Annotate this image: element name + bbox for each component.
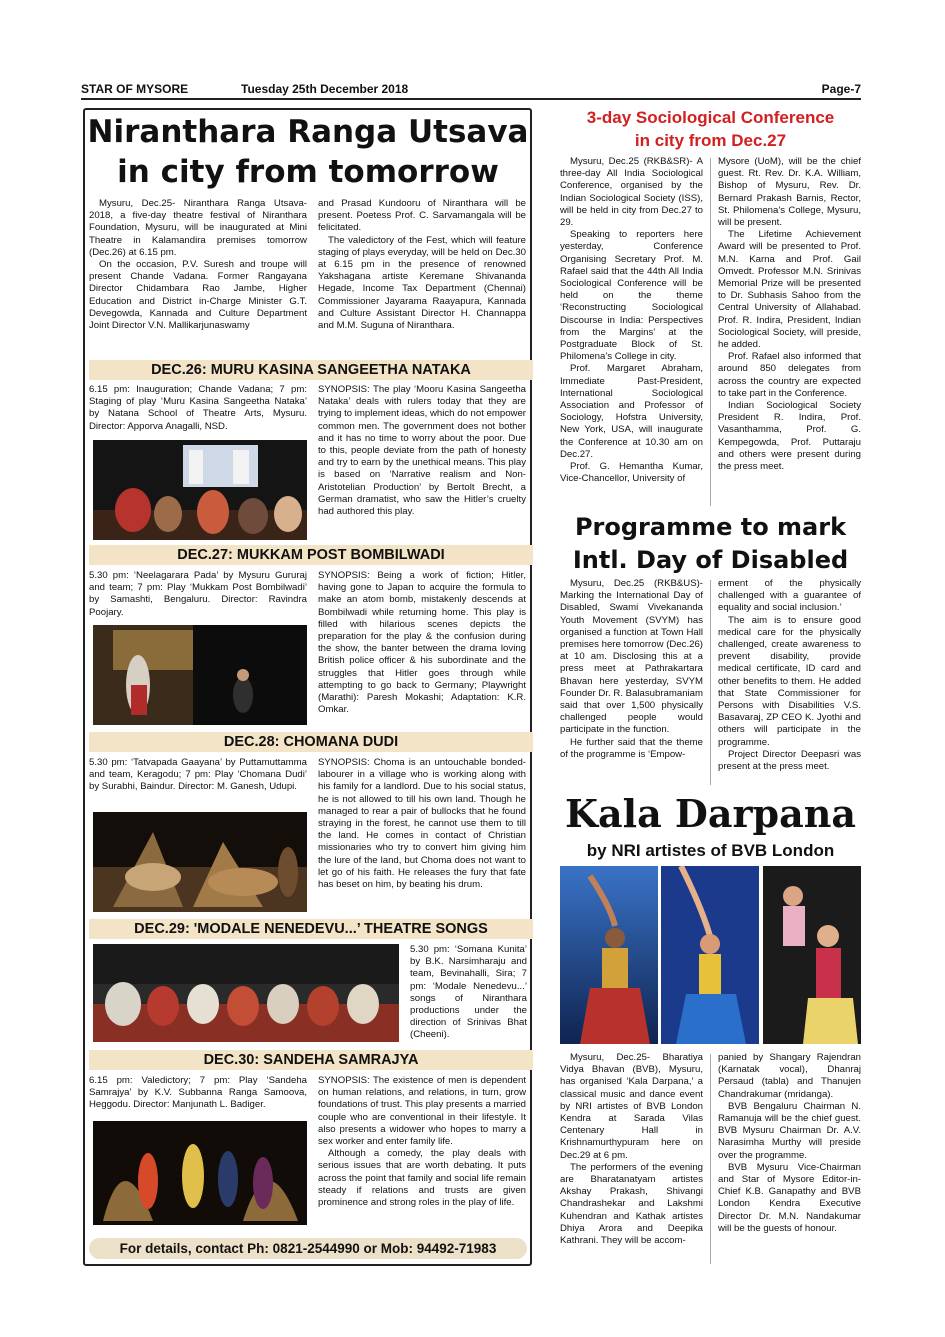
contact-footer: For details, contact Ph: 0821-2544990 or Mob: 94492-71983 xyxy=(89,1238,527,1259)
disabled-col2 xyxy=(718,578,861,773)
day-synopsis: SYNOPSIS: Choma is an untouchable bonded-labourer in a village who is working along with his family for a landlord. Due to his social status, he is not allowed to till his own land. Though he managed to rear a pair of bullocks that he found straying in the forest, he cannot use them to till the land. He comes in contact of Christian missionaries who try to convert him giving him the lure of the land, but Choma does not want to let go of his faith. He releases the fury that fate has beset on him, by beating his drum. xyxy=(318,757,526,891)
paragraph: Mysuru, Dec.25- Niranthara Ranga Utsava-2018, a five-day theatre festival of Niranthara Foundation, Mysuru, will be inaugurated at Mini Theatre in Kalamandira premises tomorrow (Dec.26) at 6.15 pm. xyxy=(89,198,307,258)
day-heading: DEC.29: 'MODALE NENEDEVU...’ THEATRE SONGS xyxy=(89,919,533,939)
disabled-title-line1: Programme to mark xyxy=(574,513,847,541)
conference-title-line2: in city from Dec.27 xyxy=(634,131,787,150)
issue-date: Tuesday 25th December 2018 xyxy=(241,82,409,96)
paragraph: panied by Shangary Rajendran (Karnatak vocal), Dhanraj Persaud (tabla) and Thanujen Chandrakumar (mridanga). xyxy=(718,1052,861,1100)
dancer-photo-image xyxy=(661,866,759,1044)
day-schedule: 5.30 pm: ‘Neelagarara Pada’ by Mysuru Gururaj and team; 7 pm: Play ‘Mukkam Post Bombilwadi’ by Samashti, Bengaluru. Director: Ravindra Poojary. xyxy=(89,570,307,618)
page-header xyxy=(81,80,861,100)
kala-col2 xyxy=(718,1052,861,1235)
play-photo-image xyxy=(93,1121,307,1225)
paragraph: On the occasion, P.V. Suresh and troupe will present Chande Vadana. Former Rangayana Director Chidambara Rao Jambe, Higher Education and District in-Charge Minister G.T. Devegowda, Kannada and Culture Department Joint Director V.N. Mallikarjunaswamy xyxy=(89,259,307,332)
day-heading: DEC.27: MUKKAM POST BOMBILWADI xyxy=(89,545,533,565)
paragraph: The Lifetime Achievement Award will be presented to Prof. M.N. Karna and Prof. Gail Omvedt. Professor M.N. Srinivas Memorial Prize will be presented to Dr. Subhasis Sahoo from the Central University of Allahabad. Prof. R. Indira, President, Indian Sociological Society, will preside, he added. xyxy=(718,229,861,351)
festival-intro-col2 xyxy=(318,198,526,332)
column-divider xyxy=(710,158,711,506)
paragraph: Project Director Deepasri was present at the press meet. xyxy=(718,748,861,773)
column-divider xyxy=(710,580,711,785)
festival-intro-col1 xyxy=(89,198,307,332)
column-divider xyxy=(710,1054,711,1264)
paragraph: Prof. Rafael also informed that around 850 delegates from across the country are expected to take part in the Conference. xyxy=(718,351,861,399)
day-synopsis: SYNOPSIS: The play ‘Mooru Kasina Sangeetha Nataka’ deals with rulers today that they are trying to implement ideas, which do not empower common men. The government does not bother and it has no time to worry about the poor. Due to this, people deviate from the path of honesty and try to earn by the unethical means. This play is based on ‘Narrative realism and Non-Aristotelian Production’ by Bertolt Brecht, a German dramatist, who saw the Hitler’s cruelty had authored this play. xyxy=(318,384,526,518)
dancer-photo-image xyxy=(560,866,658,1044)
paragraph: Indian Sociological Society President R. Indira, Prof. Vasanthamma, Prof. G. Kempegowda, Prof. Puttaraju and others were present during the press meet. xyxy=(718,400,861,473)
play-photo-image xyxy=(93,625,307,725)
paragraph: and Prasad Kundooru of Niranthara will be present. Poetess Prof. C. Sarvamangala will be felicitated. xyxy=(318,198,526,234)
paragraph: BVB Bengaluru Chairman N. Ramanuja will be the chief guest. BVB Mysuru Chairman Dr. A.V. Narasimha Murthy will preside over the programme. xyxy=(718,1100,861,1161)
paragraph: Speaking to reporters here yesterday, Conference Organising Secretary Prof. M. Rafael said that the 44th All India Sociological Conference will be held on the theme ‘Reconstructing Sociological Discourse in India: Perspectives from the Margins’ at the Postgraduate Block of St. Philomena’s College in city. xyxy=(560,229,703,363)
paragraph: The valedictory of the Fest, which will feature staging of plays everyday, will be held on Dec.30 at 6.15 pm in the presence of renowned Yakshagana artiste Keremane Shivananda Hegade, Income Tax Department (Chennai) Commissioner Jayarama Raayapura, Kannada and Culture Assistant Director H. Channappa and M.M. Suguna of Niranthara. xyxy=(318,234,526,332)
paragraph: Although a comedy, the play deals with serious issues that are worth debating. It puts across the point that family and social life remain steady if relations and trusts are given prominence and strong roles in the play of life. xyxy=(318,1148,526,1209)
paragraph: He further said that the theme of the programme is ‘Empow- xyxy=(560,736,703,760)
play-photo-image xyxy=(93,440,307,540)
play-photo-image xyxy=(93,812,307,912)
dancer-photo-image xyxy=(763,866,861,1044)
kala-subtitle: by NRI artistes of BVB London xyxy=(586,841,835,860)
day-schedule: 6.15 pm: Inauguration; Chande Vadana; 7 pm: Staging of play ‘Muru Kasina Sangeetha Nataka’ by Natana School of Theatre Arts, Mysuru. Director: Apporva Anagalli, NSD. xyxy=(89,384,307,432)
paragraph: Mysuru, Dec.25 (RKB&US)- Marking the International Day of Disabled, Swami Vivekananda Youth Movement (SVYM) has organised a function at Town Hall premises here tomorrow (Dec.26) at 10 am. Disclosing this at a press meet at Pathrakartara Bhavan here yesterday, SVYM Founder Dr. R. Balasubramaniam said that over 1,500 physically challenged people would participate in the function. xyxy=(560,578,703,736)
day-heading: DEC.30: SANDEHA SAMRAJYA xyxy=(89,1050,533,1070)
festival-title-line2: in city from tomorrow xyxy=(117,154,499,190)
festival-title-line1: Niranthara Ranga Utsava xyxy=(87,114,529,150)
conference-col2 xyxy=(718,156,861,473)
paragraph: Mysuru, Dec.25- Bharatiya Vidya Bhavan (BVB), Mysuru, has organised ‘Kala Darpana,’ a classical music and dance event by NRI artistes of BVB London Kendra at Sarada Vilas Centenary Hall in Krishnamurthypuram here on Dec.29 at 6 pm. xyxy=(560,1052,703,1161)
day-synopsis xyxy=(318,1075,526,1209)
kala-col1 xyxy=(560,1052,703,1247)
day-heading: DEC.26: MURU KASINA SANGEETHA NATAKA xyxy=(89,360,533,380)
songs-photo-image xyxy=(93,944,399,1042)
day-schedule: 5.30 pm: ‘Tatvapada Gaayana’ by Puttamuttamma and team, Keragodu; 7 pm: Play ‘Chomana Dudi’ by Surabhi, Baindur. Director: M. Ganesh, Udupi. xyxy=(89,757,307,793)
disabled-title-line2: Intl. Day of Disabled xyxy=(572,546,849,574)
paragraph: Mysore (UoM), will be the chief guest. Rt. Rev. Dr. K.A. William, Bishop of Mysuru, Rev. Dr. Bernard Prakash Barnis, Rector, St. Philomena’s College, Mysuru, will be present. xyxy=(718,156,861,229)
paragraph: The performers of the evening are Bharatanatyam artistes Akshay Prakash, Shivangi Chandrashekar and Lakshmi Kuhendran and Kathak artistes Dhiya Arora and Deepika Kathrani. They will be accom- xyxy=(560,1161,703,1247)
day-synopsis: SYNOPSIS: Being a work of fiction; Hitler, having gone to Japan to acquire the formula to make an atom bomb, mistakenly descends at Bombilwadi while returning home. This play is filled with hilarious scenes depicts the preparation for the play & the confusion during the show, the banter between the drama loving British police officer & his subordinate and the struggles that Hitler goes through while attempting to go back to Germany; Playwright (Marathi): Paresh Mokashi; Adaptation: K.R. Omkar. xyxy=(318,570,526,716)
conference-title-line1: 3-day Sociological Conference xyxy=(586,108,835,127)
conference-col1 xyxy=(560,156,703,485)
disabled-col1 xyxy=(560,578,703,761)
publication-name: STAR OF MYSORE xyxy=(81,82,189,96)
paragraph: SYNOPSIS: The existence of men is dependent on human relations, and relations, in turn, grow foundations of trust. This play presents a married couple who are conventional in their lifestyle. It also presents a widower who hopes to marry a sex worker and enter family life. xyxy=(318,1075,526,1148)
paragraph: Mysuru, Dec.25 (RKB&SR)- A three-day All India Sociological Conference, organised by the Indian Sociological Society (ISS), will be held in city from Dec.27 to 29. xyxy=(560,156,703,229)
paragraph: BVB Mysuru Vice-Chairman and Star of Mysore Editor-in-Chief K.B. Ganapathy and BVB London Kendra Executive Director Dr. M.N. Nandakumar will be the guests of honour. xyxy=(718,1161,861,1234)
day-schedule: 6.15 pm: Valedictory; 7 pm: Play ‘Sandeha Samrajya’ by K.V. Subbanna Ranga Samoova, Heggodu. Director: Manjunath L. Badiger. xyxy=(89,1075,307,1111)
kala-title: Kala Darpana xyxy=(565,791,856,836)
paragraph: Prof. Margaret Abraham, Immediate Past-President, International Sociological Association and Professor of Sociology, Hofstra University, New York, USA, will inaugurate the Conference at 10.30 am on Dec.27. xyxy=(560,363,703,460)
paragraph: erment of the physically challenged with a guarantee of equality and social inclusion.’ xyxy=(718,578,861,614)
page-number: Page-7 xyxy=(821,82,861,96)
day-schedule: 5.30 pm: ‘Somana Kunita’ by B.K. Narsimharaju and team, Bevinahalli, Sira; 7 pm: ‘Modale Nenedevu...’ songs of Niranthara productions under the direction of Srinivas Bhat (Cheeni). xyxy=(410,944,527,1041)
day-heading: DEC.28: CHOMANA DUDI xyxy=(89,732,533,752)
paragraph: The aim is to ensure good medical care for the physically challenged, create awareness to prevent disability, provide medical certificate, ID card and other benefits to them. He added that State Commissioner for Persons with Disabilities V.S. Basavaraj, ZP CEO K. Jyothi and others will participate in the programme. xyxy=(718,614,861,748)
paragraph: Prof. G. Hemantha Kumar, Vice-Chancellor, University of xyxy=(560,461,703,485)
